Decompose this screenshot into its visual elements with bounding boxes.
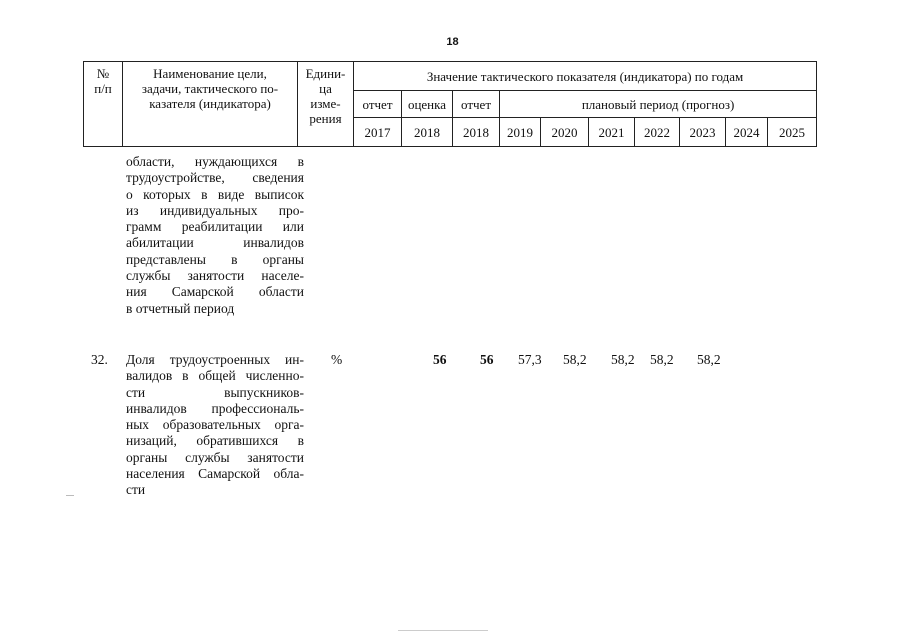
header-year: 2022 bbox=[635, 118, 680, 147]
row-32-unit: % bbox=[331, 352, 343, 367]
scan-artifact bbox=[66, 495, 74, 496]
header-col-unit: Едини- ца изме- рения bbox=[298, 62, 354, 147]
scan-artifact bbox=[398, 630, 488, 631]
header-year: 2020 bbox=[541, 118, 589, 147]
header-year: 2018 bbox=[453, 118, 500, 147]
row-32-value-2019: 57,3 bbox=[518, 352, 542, 367]
row-32-value-2018-estimate: 56 bbox=[433, 352, 447, 367]
header-year: 2017 bbox=[354, 118, 402, 147]
row-32-value-2018-report: 56 bbox=[480, 352, 494, 367]
header-sub-estimate: оценка bbox=[402, 91, 453, 118]
row-32-value-2022: 58,2 bbox=[650, 352, 674, 367]
page-number: 18 bbox=[446, 36, 459, 48]
row-continuation-text: области, нуждающихся в трудоустройстве, сведения о которых в виде выписок из индивидуальных про- грамм реабилитации или абилитации инвалидов представлены в органы службы занятости населе- ния Самарской области в отчетный период bbox=[126, 154, 304, 316]
header-col-name: Наименование цели, задачи, тактического по- казателя (индикатора) bbox=[123, 62, 298, 147]
header-year: 2025 bbox=[768, 118, 817, 147]
header-sub-report: отчет bbox=[354, 91, 402, 118]
indicator-table-header bbox=[83, 61, 817, 147]
header-group-title: Значение тактического показателя (индикатора) по годам bbox=[354, 62, 817, 91]
header-plan-period: плановый период (прогноз) bbox=[500, 91, 817, 118]
header-year: 2021 bbox=[589, 118, 635, 147]
header-year: 2018 bbox=[402, 118, 453, 147]
header-col-number: № п/п bbox=[84, 62, 123, 147]
header-sub-report-2: отчет bbox=[453, 91, 500, 118]
row-32-value-2023: 58,2 bbox=[697, 352, 721, 367]
header-year: 2023 bbox=[680, 118, 726, 147]
row-32-indicator-name: Доля трудоустроенных ин- валидов в общей численно- сти выпускников- инвалидов профессиональ- ных образовательных орга- низаций, обратившихся в органы службы занятости населения Самарской обла- сти bbox=[126, 352, 304, 498]
header-year: 2019 bbox=[500, 118, 541, 147]
header-year: 2024 bbox=[726, 118, 768, 147]
row-32-value-2021: 58,2 bbox=[611, 352, 635, 367]
row-32-number: 32. bbox=[91, 352, 108, 367]
row-32-value-2020: 58,2 bbox=[563, 352, 587, 367]
